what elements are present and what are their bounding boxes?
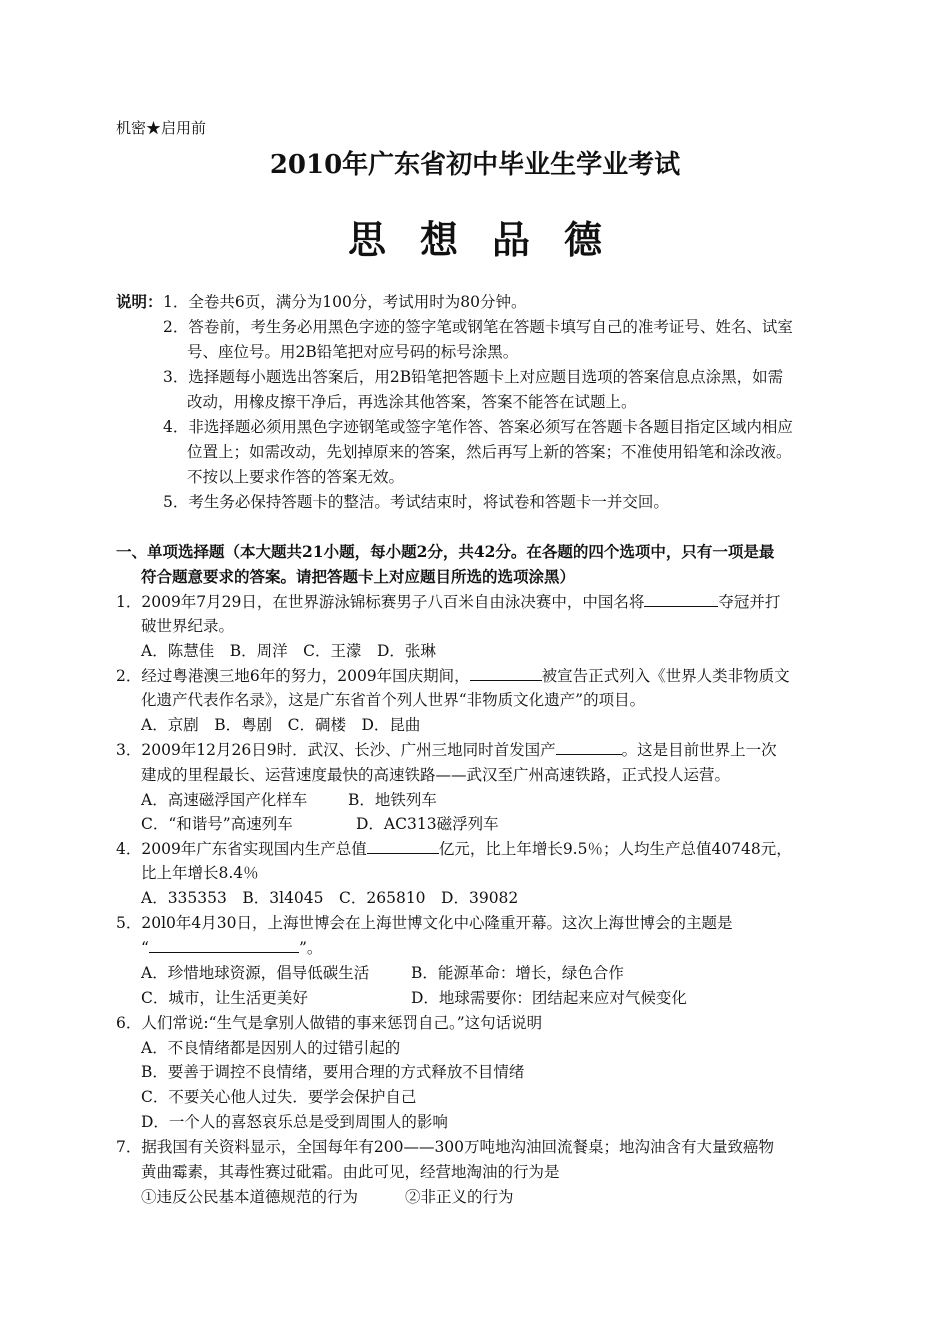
answer-blank [149, 938, 299, 953]
question-options: A．京剧 B．粤剧 C．碉楼 D．昆曲 [141, 716, 421, 734]
instruction-line: 改动，用橡皮擦干净后，再选涂其他答案，答案不能答在试题上。 [187, 393, 637, 411]
secret-label: 机密★启用前 [116, 119, 207, 137]
question-text: 2．经过粤港澳三地6年的努力，2009年国庆期间， [116, 667, 470, 685]
instruction-line: 2．答卷前，考生务必用黑色字迹的签字笔或钢笔在答题卡填写自己的准考证号、姓名、试室 [163, 318, 793, 336]
question-text: ”。 [298, 939, 323, 957]
question-text: “ [141, 939, 149, 957]
option-c: C．城市，让生活更美好 [141, 989, 308, 1007]
question-text: 被宣告正式列入《世界人类非物质文 [541, 667, 790, 685]
question-4 [116, 837, 792, 861]
question-2 [116, 664, 790, 688]
option-a: A．不良情绪都是因别人的过错引起的 [141, 1039, 401, 1057]
question-text: 1．2009年7月29日，在世界游泳锦标赛男子八百米自由泳决赛中，中国名将 [116, 593, 645, 611]
question-text: 6．人们常说:“生气是拿别人做错的事来惩罚自己。”这句话说明 [116, 1014, 543, 1032]
subject-title: 思想品德 [347, 217, 636, 262]
instructions-label: 说明： [116, 292, 163, 311]
option-c: C．不要关心他人过失．要学会保护自己 [141, 1088, 417, 1106]
option-b: B．地铁列车 [348, 791, 437, 809]
statement-item: ①违反公民基本道德规范的行为 [141, 1188, 359, 1206]
instruction-line: 1．全卷共6页，满分为100分，考试用时为80分钟。 [163, 293, 527, 311]
question-5-blank-line [141, 936, 322, 960]
instruction-line: 位置上；如需改动，先划掉原来的答案，然后再写上新的答案；不准使用铅笔和涂改液。 [187, 443, 792, 461]
option-d: D．一个人的喜怒哀乐总是受到周围人的影响 [141, 1113, 448, 1131]
option-d: D．地球需要你：团结起来应对气候变化 [411, 989, 687, 1007]
question-text: 7．据我国有关资料显示，全国每年有200——300万吨地沟油回流餐桌；地沟油含有大量致癌物 [116, 1138, 775, 1156]
option-a: A．高速磁浮国产化样车 [141, 791, 308, 809]
question-options: A．陈慧佳 B．周洋 C．王濛 D．张琳 [141, 642, 436, 660]
question-text: 3．2009年12月26日9时．武汉、长沙、广州三地同时首发国产 [116, 741, 556, 759]
answer-blank [556, 740, 622, 755]
question-text: 黄曲霉素，其毒性赛过砒霜。由此可见，经营地淘油的行为是 [141, 1163, 560, 1181]
question-text: 化遗产代表作名录》，这是广东省首个列人世界“非物质文化遗产”的项目。 [141, 691, 646, 709]
question-text: 比上年增长8.4％ [141, 864, 259, 882]
question-text: 4．2009年广东省实现国内生产总值 [116, 840, 367, 858]
instruction-line: 5．考生务必保持答题卡的整洁。考试结束时，将试卷和答题卡一并交回。 [163, 493, 669, 511]
question-text: 5．20l0年4月30日，上海世博会在上海世博文化中心隆重开幕。这次上海世博会的主题是 [116, 914, 733, 932]
section-heading: 符合题意要求的答案。请把答题卡上对应题目所选的选项涂黑） [141, 567, 576, 586]
instruction-line: 3．选择题每小题选出答案后，用2B铅笔把答题卡上对应题目选项的答案信息点涂黑，如需 [163, 368, 784, 386]
statement-item: ②非正义的行为 [405, 1188, 514, 1206]
question-3 [116, 738, 777, 762]
question-options: A．335353 B．3l4045 C．265810 D．39082 [141, 889, 519, 907]
option-d: D．AC313磁浮列车 [356, 815, 499, 833]
question-text: 建成的里程最长、运营速度最快的高速铁路——武汉至广州高速铁路，正式投人运营。 [141, 766, 731, 784]
exam-title: 2010年广东省初中毕业生学业考试 [269, 150, 681, 180]
question-text: 。这是目前世界上一次 [621, 741, 777, 759]
question-text: 破世界纪录。 [141, 617, 235, 635]
instruction-line: 号、座位号。用2B铅笔把对应号码的标号涂黑。 [187, 343, 519, 361]
answer-blank [470, 666, 542, 681]
question-1 [116, 590, 780, 614]
answer-blank [367, 839, 439, 854]
option-b: B．能源革命：增长，绿色合作 [411, 964, 624, 982]
answer-blank [644, 592, 718, 607]
instruction-line: 不按以上要求作答的答案无效。 [187, 468, 405, 486]
option-b: B．要善于调控不良情绪，要用合理的方式释放不目情绪 [141, 1063, 525, 1081]
question-text: 亿元，比上年增长9.5％；人均生产总值40748元， [438, 840, 792, 858]
option-a: A．珍惜地球资源，倡导低碳生活 [141, 964, 370, 982]
instruction-line: 4．非选择题必须用黑色字迹钢笔或签字笔作答、答案必须写在答题卡各题目指定区域内相应 [163, 418, 793, 436]
section-heading: 一、单项选择题（本大题共21小题，每小题2分，共42分。在各题的四个选项中，只有一项是最 [116, 542, 775, 561]
question-text: 夺冠并打 [718, 593, 781, 611]
option-c: C．“和谐号”高速列车 [141, 815, 293, 833]
